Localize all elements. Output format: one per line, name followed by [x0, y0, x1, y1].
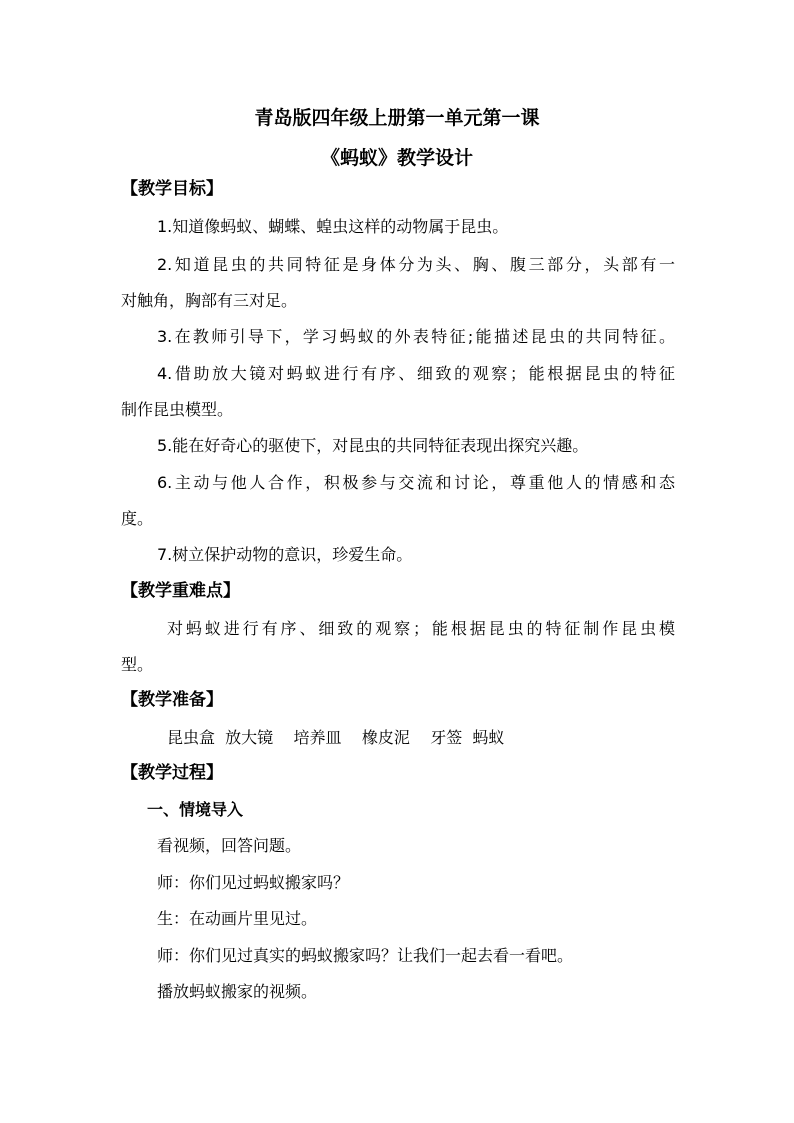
process-line-4: 师：你们见过真实的蚂蚁搬家吗？让我们一起去看一看吧。: [157, 946, 574, 965]
process-section-1-title: 一、情境导入: [147, 800, 244, 819]
objective-item-2-cont: 对触角，胸部有三对足。: [121, 291, 298, 310]
objective-item-1: 1.知道像蚂蚁、蝴蝶、蝗虫这样的动物属于昆虫。: [157, 217, 509, 236]
preparation-materials: 昆虫盒 放大镜 培养皿 橡皮泥 牙签 蚂蚁: [167, 728, 505, 747]
objective-item-7: 7.树立保护动物的意识，珍爱生命。: [157, 545, 413, 564]
document-title: 青岛版四年级上册第一单元第一课: [254, 107, 540, 129]
preparation-heading: 【教学准备】: [121, 690, 223, 710]
key-points-text-cont: 型。: [121, 655, 154, 674]
objective-item-5: 5.能在好奇心的驱使下，对昆虫的共同特征表现出探究兴趣。: [157, 436, 589, 455]
key-points-heading: 【教学重难点】: [121, 581, 240, 601]
objectives-heading: 【教学目标】: [121, 179, 223, 199]
objective-item-4-cont: 制作昆虫模型。: [121, 400, 234, 419]
objective-item-6: 6.主动与他人合作，积极参与交流和讨论，尊重他人的情感和态: [157, 473, 675, 492]
objective-item-3: 3.在教师引导下，学习蚂蚁的外表特征;能描述昆虫的共同特征。: [157, 327, 675, 346]
objective-item-4: 4.借助放大镜对蚂蚁进行有序、细致的观察；能根据昆虫的特征: [157, 364, 675, 383]
process-line-2: 师：你们见过蚂蚁搬家吗？: [157, 873, 350, 892]
process-line-3: 生：在动画片里见过。: [157, 909, 318, 928]
process-line-5: 播放蚂蚁搬家的视频。: [157, 982, 318, 1001]
key-points-text: 对蚂蚁进行有序、细致的观察；能根据昆虫的特征制作昆虫模: [167, 619, 675, 638]
objective-item-6-cont: 度。: [121, 509, 154, 528]
process-line-1: 看视频，回答问题。: [157, 836, 302, 855]
process-heading: 【教学过程】: [121, 763, 223, 783]
document-subtitle: 《蚂蚁》教学设计: [320, 147, 473, 169]
objective-item-2: 2.知道昆虫的共同特征是身体分为头、胸、腹三部分，头部有一: [157, 255, 675, 274]
